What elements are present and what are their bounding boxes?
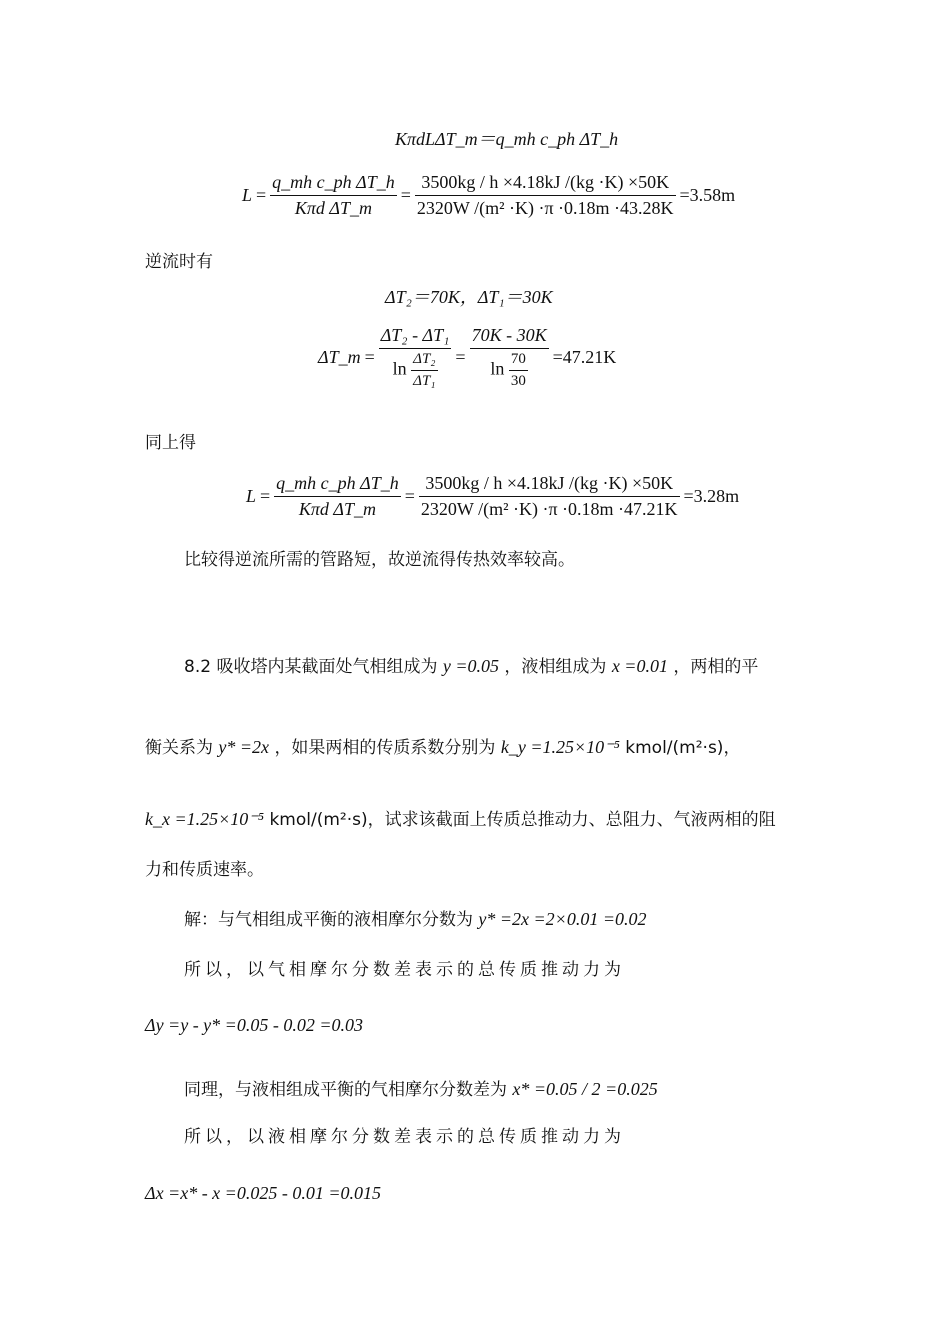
text-counterflow: 逆流时有 bbox=[145, 252, 213, 272]
problem-text: ，两相的平 bbox=[673, 657, 759, 677]
fraction-denominator bbox=[379, 349, 452, 390]
fraction-numerator: 70K - 30K bbox=[470, 325, 549, 349]
equation-length-cocurrent: L = $\frac{\text{q\_mh c\_ph ΔT\_h}}{\text{Kπd ΔT\_m}}$ = $\frac{3500kg / h \times 4.18kJ /(kg \cdot K) \times 50K}{\text{2320W /(m² ·K) ·π ·0.18m ·43.28K}}$ =3.58m bbox=[242, 172, 736, 218]
eq-lhs: L bbox=[242, 185, 253, 205]
fraction-denominator: Kπd ΔT_m bbox=[294, 198, 373, 218]
problem-text: 衡关系为 bbox=[145, 738, 213, 758]
inner-fraction bbox=[411, 351, 437, 390]
problem-text: 8.2 吸收塔内某截面处气相组成为 bbox=[184, 657, 438, 677]
solution-eq-delta-y: Δy =y - y* =0.05 - 0.02 =0.03 bbox=[145, 1015, 363, 1035]
fraction-numerator: 3500kg / h ×4.18kJ /(kg ·K) ×50K bbox=[415, 172, 676, 196]
inner-numerator: 70 bbox=[509, 351, 528, 371]
equation-lmtd: ΔT_m = ΔT₂ - ΔT₁ ln $\frac{\text{ΔT₂}}{\text{ΔT₁}}$ = 70K - 30K ln $\frac{70}{30}$ =47.21K bbox=[318, 325, 617, 389]
text-conclusion: 比较得逆流所需的管路短，故逆流得传热效率较高。 bbox=[184, 550, 575, 570]
problem-line-3 bbox=[145, 805, 776, 830]
solution-line-4: 所以，以液相摩尔分数差表示的总传质推动力为 bbox=[184, 1127, 625, 1147]
inline-math: k_x =1.25×10⁻⁵ bbox=[145, 809, 265, 829]
eq-result: =3.28m bbox=[683, 486, 740, 506]
fraction-lmtd-numeric bbox=[470, 325, 549, 390]
solution-line-1 bbox=[184, 905, 646, 930]
equation-temperature-differences: ΔT₂＝70K，ΔT₁＝30K bbox=[385, 287, 553, 307]
ln-label: ln bbox=[392, 358, 407, 379]
problem-text: kmol/(m²·s)，试求该截面上传质总推动力、总阻力、气液两相的阻 bbox=[269, 810, 776, 830]
equation-heat-balance: KπdLΔT_m＝q_mh c_ph ΔT_h bbox=[395, 129, 619, 149]
problem-text: ，液相组成为 bbox=[504, 657, 607, 677]
problem-line-1 bbox=[184, 652, 758, 677]
fraction-denominator: Kπd ΔT_m bbox=[298, 499, 377, 519]
fraction-numeric bbox=[415, 172, 676, 219]
inner-denominator: ΔT₁ bbox=[413, 373, 436, 389]
solution-line-2: 所以，以气相摩尔分数差表示的总传质推动力为 bbox=[184, 960, 625, 980]
fraction-lmtd-symbolic bbox=[379, 325, 452, 390]
solution-text: 同理，与液相组成平衡的气相摩尔分数差为 bbox=[184, 1080, 507, 1100]
inline-math: y =0.05 bbox=[442, 656, 499, 676]
problem-line-4: 力和传质速率。 bbox=[145, 860, 264, 880]
inline-math: y* =2x bbox=[218, 737, 270, 757]
inline-math: x* =0.05 / 2 =0.025 bbox=[512, 1079, 658, 1099]
eq-lhs: L bbox=[246, 486, 257, 506]
text-same-as-above: 同上得 bbox=[145, 433, 196, 453]
eq-result: =3.58m bbox=[679, 185, 736, 205]
fraction-numerator: q_mh c_ph ΔT_h bbox=[274, 473, 401, 497]
inline-math: x =0.01 bbox=[611, 656, 668, 676]
equation-length-counterflow: L = $\frac{\text{q\_mh c\_ph ΔT\_h}}{\text{Kπd ΔT\_m}}$ = $\frac{3500kg / h \times 4.18kJ /(kg \cdot K) \times 50K}{\text{2320W /(m² ·K) ·π ·0.18m ·47.21K}}$ =3.28m bbox=[246, 473, 740, 519]
fraction-numerator: 3500kg / h ×4.18kJ /(kg ·K) ×50K bbox=[419, 473, 680, 497]
solution-line-3 bbox=[184, 1075, 658, 1100]
fraction-symbolic bbox=[270, 172, 397, 219]
inner-fraction bbox=[509, 351, 528, 390]
fraction-denominator: 2320W /(m² ·K) ·π ·0.18m ·43.28K bbox=[416, 198, 674, 218]
fraction-numerator: ΔT₂ - ΔT₁ bbox=[379, 325, 452, 349]
problem-text: kmol/(m²·s)， bbox=[625, 738, 741, 758]
inner-numerator: ΔT₂ bbox=[411, 351, 437, 371]
ln-label: ln bbox=[490, 358, 505, 379]
fraction-numerator: q_mh c_ph ΔT_h bbox=[270, 172, 397, 196]
fraction-denominator: 2320W /(m² ·K) ·π ·0.18m ·47.21K bbox=[420, 499, 678, 519]
eq-result: =47.21K bbox=[552, 347, 617, 367]
inline-math: y* =2x =2×0.01 =0.02 bbox=[478, 909, 647, 929]
problem-line-2 bbox=[145, 733, 740, 758]
solution-text: 解：与气相组成平衡的液相摩尔分数为 bbox=[184, 910, 473, 930]
inner-denominator: 30 bbox=[510, 373, 526, 389]
fraction-symbolic bbox=[274, 473, 401, 520]
fraction-denominator bbox=[470, 349, 549, 390]
inline-math: k_y =1.25×10⁻⁵ bbox=[500, 737, 620, 757]
eq-lhs: ΔT_m bbox=[318, 347, 361, 367]
solution-eq-delta-x: Δx =x* - x =0.025 - 0.01 =0.015 bbox=[145, 1183, 381, 1203]
fraction-numeric bbox=[419, 473, 680, 520]
problem-text: ，如果两相的传质系数分别为 bbox=[274, 738, 496, 758]
